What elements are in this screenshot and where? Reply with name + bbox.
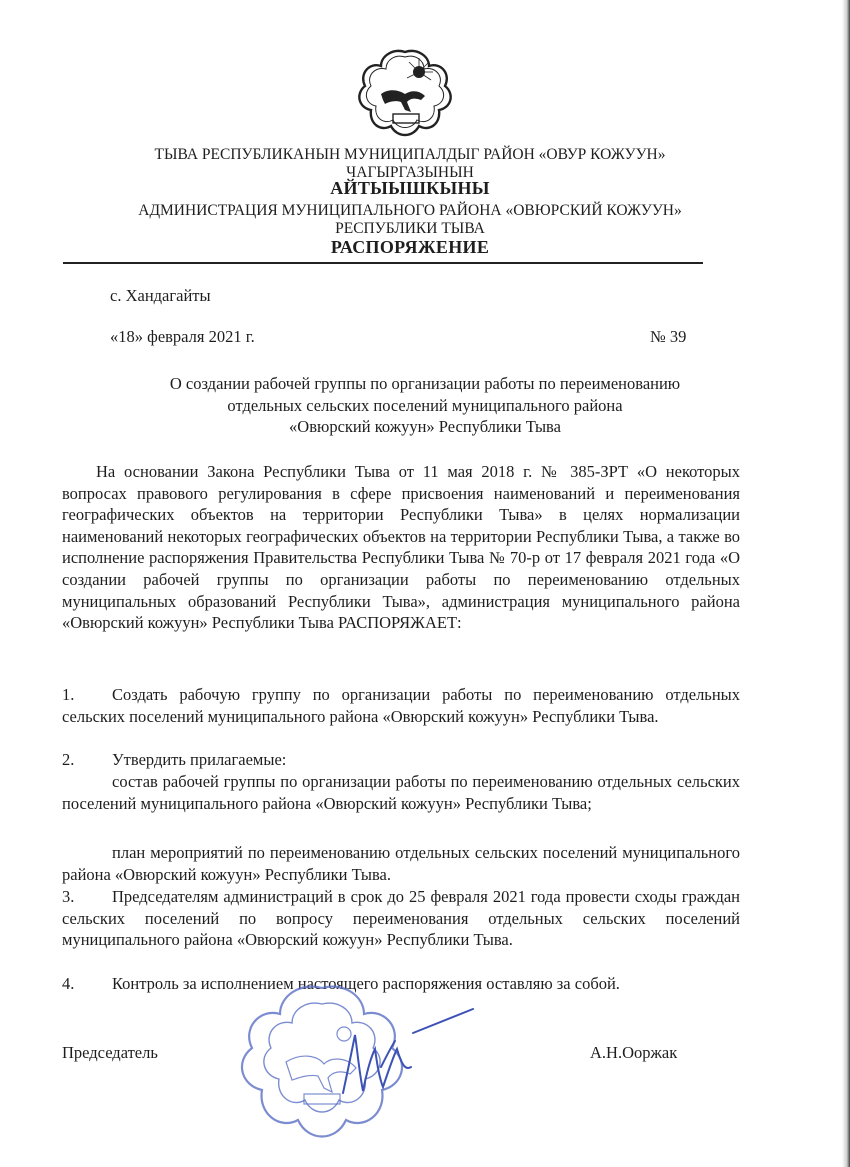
order-item-1 [62, 684, 740, 727]
signatory-position: Председатель [62, 1043, 158, 1062]
order-item-3 [62, 886, 740, 951]
header-divider [63, 262, 703, 264]
order-item-2 [62, 749, 740, 771]
document-title-line-3: «Овюрский кожуун» Республики Тыва [289, 417, 561, 436]
preamble-text: На основании Закона Республики Тыва от 11 мая 2018 г. № 385-ЗРТ «О некоторых вопросах правового регулирования в сфере присвоения наименований и переименования географических объектов на территории Республики Тыва» в целях нормализации наименований некоторых географических объектов на территории Республики Тыва, а также во исполнение распоряжения Правительства Республики Тыва № 70-р от 17 февраля 2021 года «О создании рабочей группы по организации работы по переименованию отдельных муниципальных образований Республики Тыва», администрация муниципального района «Овюрский кожуун» Республики Тыва РАСПОРЯЖАЕТ: [62, 462, 740, 633]
item-number: 2. [62, 750, 75, 769]
document-title-line-1: О создании рабочей группы по организации работы по переименованию [169, 374, 681, 393]
signatory-name: А.Н.Ооржак [590, 1043, 678, 1062]
item-text: Создать рабочую группу по организации работы по переименованию отдельных сельских поселений муниципального района «Овюрский кожуун» Республики Тыва. [62, 685, 740, 726]
document-place: с. Хандагайты [110, 286, 211, 305]
document-date: «18» февраля 2021 г. [110, 327, 255, 346]
header-line-republic: РЕСПУБЛИКИ ТЫВА [335, 220, 485, 237]
handwritten-signature [325, 1005, 475, 1110]
item-number: 3. [62, 887, 75, 906]
order-subitem-plan: план мероприятий по переименованию отдельных сельских поселений муниципального района «Овюрский кожуун» Республики Тыва. [62, 843, 740, 884]
coat-of-arms-emblem [355, 46, 455, 142]
scan-edge-shadow [842, 0, 850, 1167]
document-number: № 39 [650, 327, 687, 346]
item-number: 1. [62, 685, 75, 704]
header-line-tuvan-admin: ЧАГЫРГАЗЫНЫН [346, 164, 474, 181]
item-text: Председателям администраций в срок до 25 февраля 2021 года провести сходы граждан сельских поселений по вопросу переименования отдельных сельских поселений муниципального района «Овюрский кожуун» Республики Тыва. [62, 887, 740, 950]
preamble-paragraph [62, 461, 740, 634]
order-subitem-composition: состав рабочей группы по организации работы по переименованию отдельных сельских поселений муниципального района «Овюрский кожуун» Республики Тыва; [62, 772, 740, 813]
item-text: Контроль за исполнением настоящего распоряжения оставляю за собой. [112, 974, 620, 993]
header-line-tuvan-order: АЙТЫЫШКЫНЫ [330, 178, 490, 198]
header-line-tuvan-district: ТЫВА РЕСПУБЛИКАНЫН МУНИЦИПАЛДЫГ РАЙОН «ОВУР КОЖУУН» [154, 146, 666, 163]
item-number: 4. [62, 974, 75, 993]
header-line-russian-admin: АДМИНИСТРАЦИЯ МУНИЦИПАЛЬНОГО РАЙОНА «ОВЮРСКИЙ КОЖУУН» [138, 202, 682, 219]
item-text: Утвердить прилагаемые: [112, 750, 287, 769]
document-title-line-2: отдельных сельских поселений муниципального района [227, 396, 623, 415]
document-type-title: РАСПОРЯЖЕНИЕ [330, 237, 490, 257]
